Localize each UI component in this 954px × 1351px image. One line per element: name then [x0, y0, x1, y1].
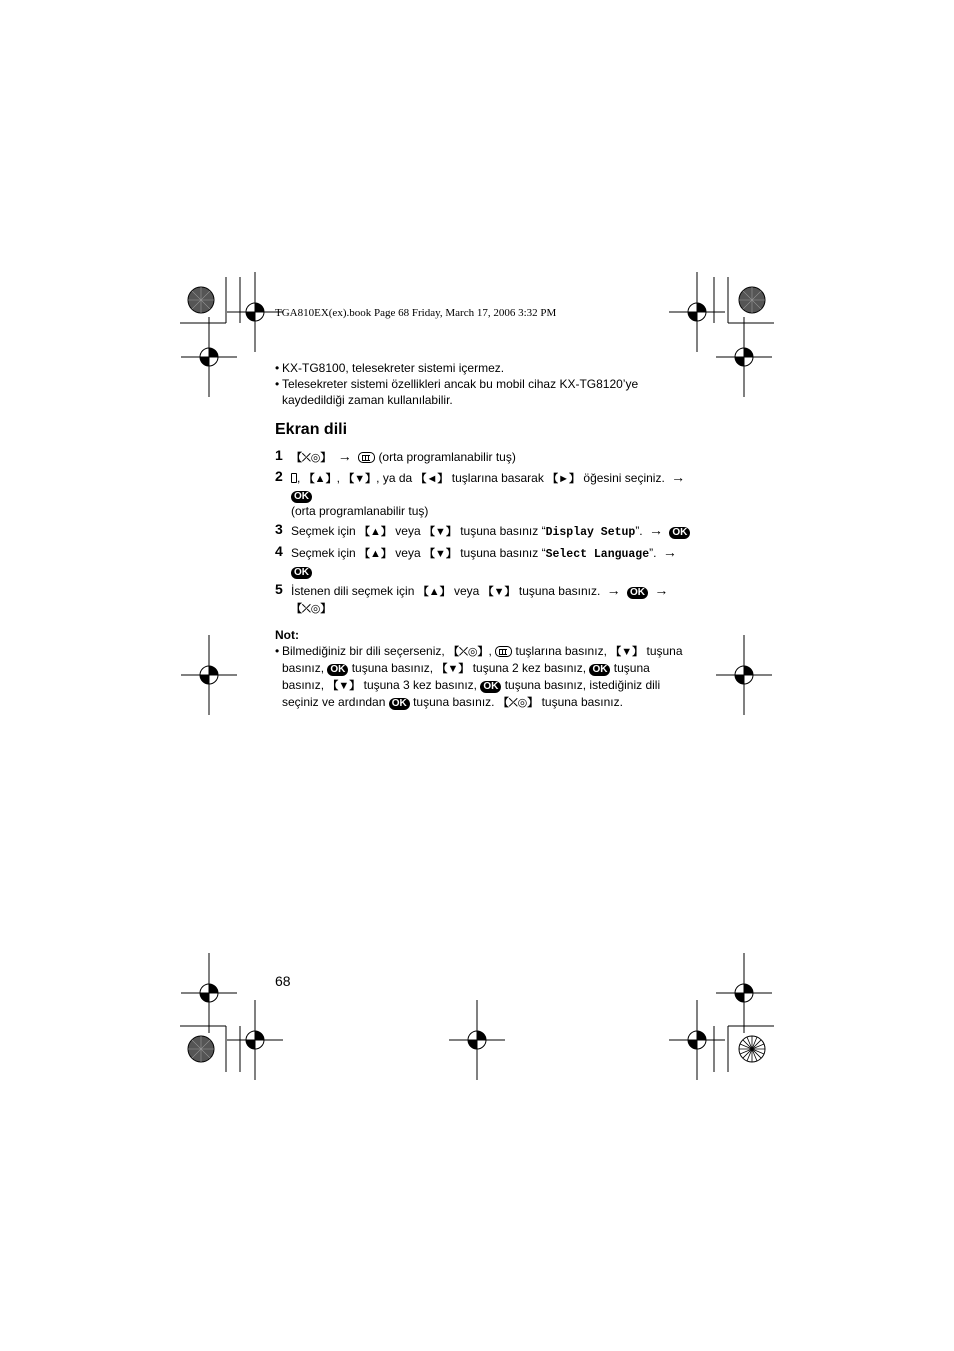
step-number: 1	[275, 447, 283, 463]
menu-key-icon	[358, 452, 375, 463]
page-number: 68	[275, 973, 291, 989]
ok-key-icon: OK	[589, 664, 610, 676]
up-key-icon: 【▲】	[417, 586, 451, 598]
ok-key-icon: OK	[627, 587, 648, 599]
page-content	[275, 360, 695, 711]
down-key-icon: 【▼】	[423, 526, 457, 538]
step-5: 5 İstenen dili seçmek için 【▲】 veya 【▼】 tuşuna basınız. → OK → 【⤫◎】	[275, 581, 669, 615]
step-1	[275, 448, 695, 466]
print-header: TGA810EX(ex).book Page 68 Friday, March 17, 2006 3:32 PM	[275, 307, 557, 319]
off-key-icon: 【⤫◎】	[291, 603, 332, 615]
down-key-icon: 【▼】	[343, 473, 377, 485]
down-key-icon: 【▼】	[327, 680, 361, 692]
off-key-icon: 【⤫◎】	[291, 452, 332, 464]
off-key-icon: 【⤫◎】	[497, 697, 539, 709]
step-number: 4	[275, 543, 283, 559]
arrow-icon: →	[337, 448, 352, 464]
step-2: 2 , 【▲】, 【▼】, ya da 【◄】 tuşlarına basarak 【►】 öğesini seçiniz. → OK (orta programlanabilir tuş)	[275, 468, 686, 518]
step-number: 3	[275, 521, 283, 537]
arrow-icon: →	[654, 582, 669, 598]
ok-key-icon: OK	[327, 664, 348, 676]
step-4: 4 Seçmek için 【▲】 veya 【▼】 tuşuna basınız “Select Language”. → OK	[275, 543, 677, 578]
note-title: Not:	[275, 628, 299, 642]
ok-key-icon: OK	[480, 681, 501, 693]
arrow-icon: →	[662, 544, 677, 560]
down-key-icon: 【▼】	[610, 646, 644, 658]
arrow-icon: →	[606, 582, 621, 598]
ok-key-icon: OK	[669, 527, 690, 539]
arrow-icon: →	[649, 522, 663, 538]
down-key-icon: 【▼】	[423, 548, 457, 560]
ok-key-icon: OK	[389, 698, 410, 710]
left-key-icon: 【◄】	[415, 473, 449, 485]
menu-key-icon	[495, 646, 512, 657]
down-key-icon: 【▼】	[436, 663, 470, 675]
step-number: 5	[275, 581, 283, 597]
up-key-icon: 【▲】	[359, 526, 392, 538]
section-title: Ekran dili	[275, 421, 348, 438]
list-item: • Telesekreter sistemi özellikleri ancak bu mobil cihaz KX-TG8120’ye kaydedildiği zaman kullanılabilir.	[275, 376, 695, 408]
up-key-icon: 【▲】	[359, 548, 392, 560]
step-number: 2	[275, 468, 283, 484]
ok-key-icon: OK	[291, 567, 312, 579]
off-key-icon: 【⤫◎】	[448, 646, 489, 658]
display-text: Display Setup	[545, 526, 636, 539]
note-item: • Bilmediğiniz bir dili seçerseniz, 【⤫◎】, tuşlarına basınız, 【▼】 tuşuna basınız, OK tuşuna basınız, 【▼】 tuşuna 2 kez basınız, OK tuşuna basınız, 【▼】 tuşuna 3 kez basınız, OK tuşuna basınız, istediğiniz dili seçiniz ve ardından OK tuşuna basınız. 【⤫◎】 tuşuna basınız.	[275, 643, 695, 711]
up-key-icon: 【▲】	[303, 473, 337, 485]
step-3: 3 Seçmek için 【▲】 veya 【▼】 tuşuna basınız “Display Setup”. → OK	[275, 522, 695, 541]
arrow-icon: →	[671, 469, 686, 485]
list-item: • KX-TG8100, telesekreter sistemi içermez.	[275, 360, 695, 376]
display-text: Select Language	[545, 548, 650, 561]
step-text: (orta programlanabilir tuş)	[378, 450, 516, 464]
right-key-icon: 【►】	[547, 473, 581, 485]
ok-key-icon: OK	[291, 491, 312, 503]
down-key-icon: 【▼】	[482, 586, 516, 598]
